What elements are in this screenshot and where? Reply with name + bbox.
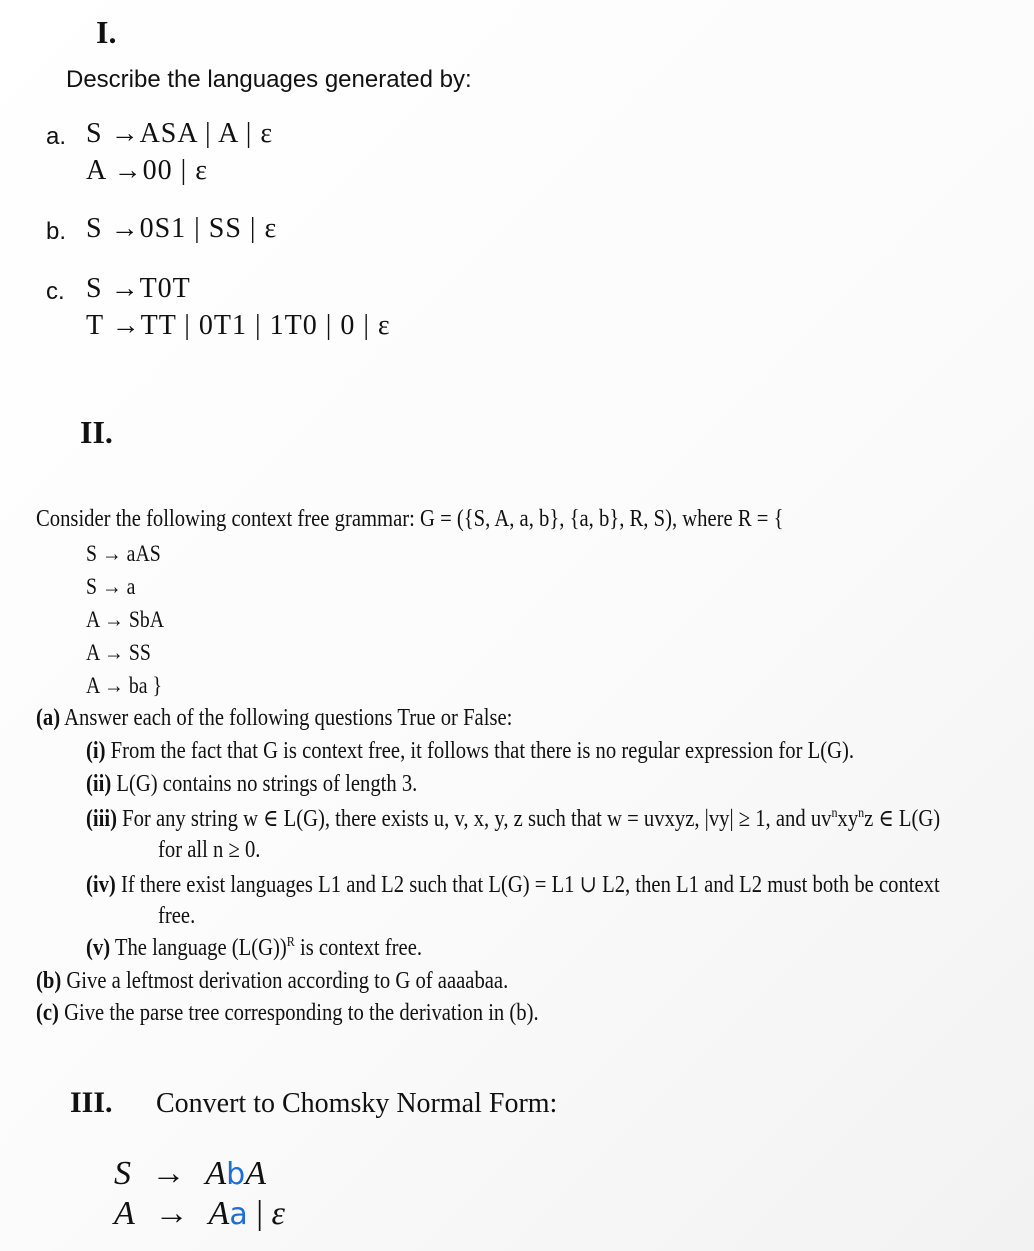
question-i-text: From the fact that G is context free, it follows that there is no regular expression for L(G). (105, 738, 855, 764)
production-2: S → a (86, 574, 136, 599)
part-b-label: (b) (36, 968, 62, 994)
question-ii (86, 771, 417, 798)
part-a (36, 705, 512, 732)
part-c-label: (c) (36, 1000, 59, 1026)
question-i-label: (i) (86, 738, 106, 764)
section-3-title: Convert to Chomsky Normal Form: (156, 1088, 558, 1119)
grammar-intro: Consider the following context free grammar: G = ({S, A, a, b}, {a, b}, R, S), where R = { (36, 506, 784, 532)
cnf-rule-1-rhs-2: b (226, 1157, 246, 1192)
grammar-a-label: a. (46, 123, 67, 150)
question-iii-sup-2: n (858, 806, 865, 821)
part-c (36, 1000, 539, 1027)
question-v-label: (v) (86, 935, 111, 961)
question-iii-text-before: For any string w ∈ L(G), there exists u, v, x, y, z such that w = uvxyz, |vy| ≥ 1, and uv (116, 806, 832, 832)
part-b-text: Give a leftmost derivation according to G of aaaabaa. (61, 968, 509, 994)
cnf-rule-2 (114, 1195, 285, 1233)
cnf-rule-1-rhs-3: A (245, 1155, 266, 1192)
question-v-sup: R (286, 935, 295, 950)
question-iv-text: If there exist languages L1 and L2 such that L(G) = L1 ∪ L2, then L1 and L2 must both be context (115, 872, 940, 898)
section-2-heading: II. (80, 414, 113, 450)
question-i (86, 738, 854, 765)
section-3-heading: III. (70, 1086, 113, 1119)
cnf-rule-1-arrow: → (151, 1155, 186, 1192)
question-iv-continuation: free. (158, 903, 196, 929)
cnf-rule-1-rhs-1: A (205, 1155, 227, 1192)
cnf-rule-1 (114, 1155, 266, 1193)
cnf-rule-2-rhs-2: a (229, 1197, 248, 1232)
question-v (86, 935, 422, 962)
cnf-rule-1-lhs: S (114, 1155, 131, 1192)
question-ii-text: L(G) contains no strings of length 3. (111, 771, 418, 797)
production-5: A → ba } (86, 673, 162, 698)
question-ii-label: (ii) (86, 771, 112, 797)
part-a-text: Answer each of the following questions True or False: (60, 705, 513, 731)
production-3: A → SbA (86, 607, 165, 632)
part-c-text: Give the parse tree corresponding to the derivation in (b). (58, 1000, 539, 1026)
question-iii-continuation: for all n ≥ 0. (158, 837, 261, 863)
question-iv (86, 870, 940, 899)
question-iii-text-mid: xy (837, 806, 859, 832)
question-v-text-before: The language (L(G)) (110, 935, 287, 961)
question-iv-label: (iv) (86, 872, 116, 898)
grammar-a-line-2: A →00 | ε (86, 155, 209, 186)
part-a-label: (a) (36, 705, 61, 731)
part-b (36, 968, 508, 995)
question-iii-sup-1: n (831, 806, 838, 821)
cnf-rule-2-rhs-epsilon: ε (271, 1195, 285, 1232)
cnf-rule-2-rhs-1: A (208, 1195, 230, 1232)
question-iii-label: (iii) (86, 806, 117, 832)
question-iii (86, 804, 940, 833)
production-4: A → SS (86, 640, 151, 665)
cnf-rule-2-rhs-bar: | (247, 1195, 272, 1232)
question-iii-text-after: z ∈ L(G) (864, 806, 941, 832)
cnf-rule-2-lhs: A (114, 1195, 135, 1232)
grammar-b-line-1: S →0S1 | SS | ε (86, 213, 278, 244)
section-1-heading: I. (96, 14, 117, 50)
grammar-c-line-2: T →TT | 0T1 | 1T0 | 0 | ε (86, 310, 391, 341)
question-v-text-after: is context free. (294, 935, 423, 961)
grammar-c-label: c. (46, 278, 65, 305)
grammar-b-label: b. (46, 218, 67, 245)
grammar-a-line-1: S →ASA | A | ε (86, 118, 274, 149)
production-1: S → aAS (86, 541, 161, 566)
grammar-c-line-1: S →T0T (86, 273, 191, 304)
section-1-prompt: Describe the languages generated by: (66, 66, 472, 93)
cnf-rule-2-arrow: → (154, 1195, 189, 1232)
